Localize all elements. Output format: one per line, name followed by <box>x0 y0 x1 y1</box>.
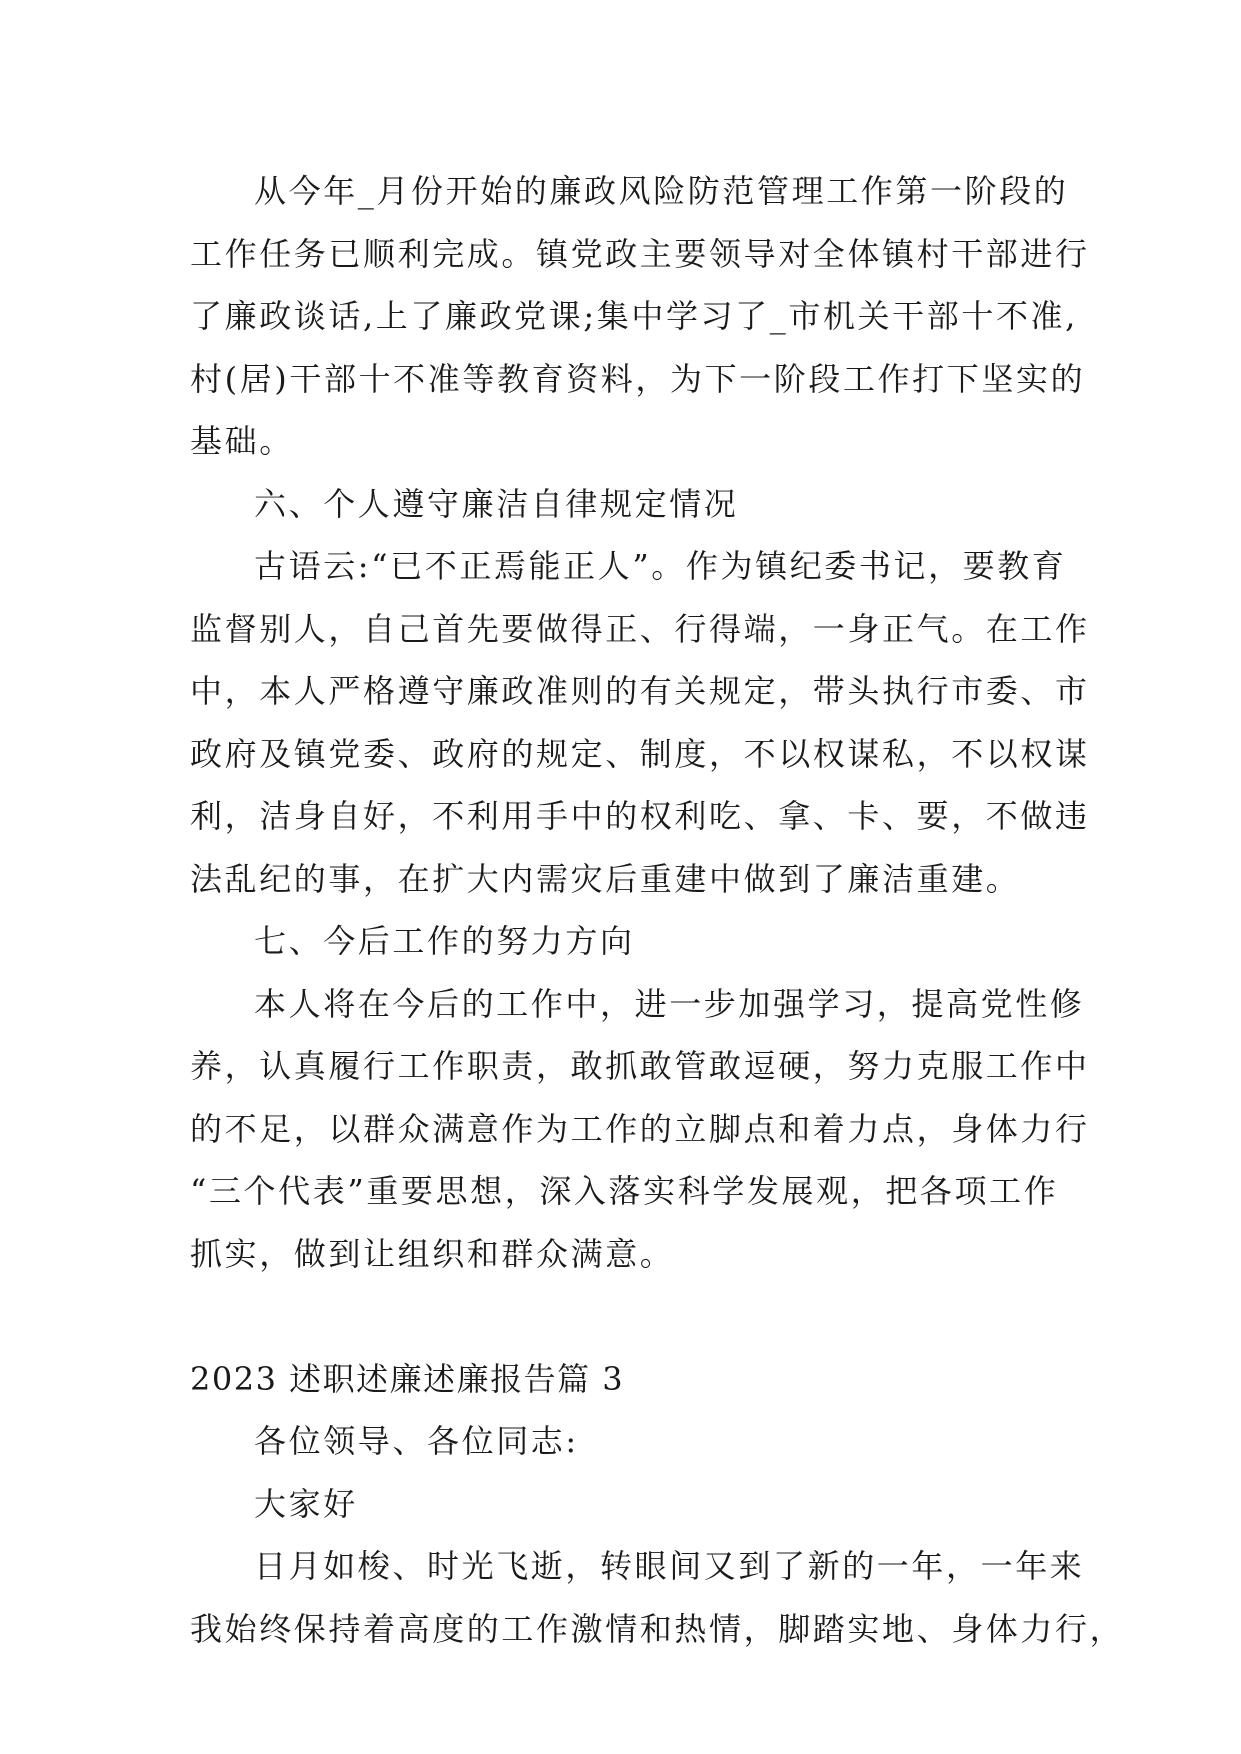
article-title: 2023 述职述廉述廉报告篇 3 <box>190 1359 625 1398</box>
paragraph-line: 日月如梭、时光飞逝，转眼间又到了新的一年，一年来 <box>254 1547 1085 1585</box>
salutation: 各位领导、各位同志: <box>254 1422 579 1460</box>
paragraph-line: 中，本人严格遵守廉政准则的有关规定，带头执行市委、市 <box>190 672 1090 710</box>
paragraph-line: 本人将在今后的工作中，进一步加强学习，提高党性修 <box>254 984 1085 1023</box>
paragraph-line: “三个代表”重要思想，深入落实科学发展观，把各项工作 <box>190 1172 1059 1210</box>
paragraph-line: 的不足，以群众满意作为工作的立脚点和着力点，身体力行 <box>190 1109 1090 1148</box>
paragraph-line: 利，洁身自好，不利用手中的权利吃、拿、卡、要，不做违 <box>190 797 1090 835</box>
paragraph-line: 监督别人，自己首先要做得正、行得端，一身正气。在工作 <box>190 609 1090 648</box>
paragraph-line: 养，认真履行工作职责，敢抓敢管敢逗硬，努力克服工作中 <box>190 1047 1090 1085</box>
paragraph-line: 从今年_月份开始的廉政风险防范管理工作第一阶段的 <box>254 172 1069 210</box>
paragraph-line: 法乱纪的事，在扩大内需灾后重建中做到了廉洁重建。 <box>190 859 1021 898</box>
paragraph-line: 基础。 <box>190 422 294 460</box>
paragraph-line: 古语云:“已不正焉能正人”。作为镇纪委书记，要教育 <box>254 547 1067 585</box>
paragraph-line: 政府及镇党委、政府的规定、制度，不以权谋私，不以权谋 <box>190 734 1090 773</box>
paragraph-line: 我始终保持着高度的工作激情和热情，脚踏实地、身体力行， <box>190 1609 1125 1648</box>
document-body <box>190 160 1125 1660</box>
paragraph-line: 抓实，做到让组织和群众满意。 <box>190 1234 675 1273</box>
paragraph-line: 了廉政谈话,上了廉政党课;集中学习了_市机关干部十不准, <box>190 297 1078 335</box>
paragraph-line: 工作任务已顺利完成。镇党政主要领导对全体镇村干部进行 <box>190 234 1090 273</box>
blank-line <box>190 1285 1050 1348</box>
paragraph-line: 村(居)干部十不准等教育资料，为下一阶段工作打下坚实的 <box>190 359 1086 398</box>
section-heading: 六、个人遵守廉洁自律规定情况 <box>254 484 739 523</box>
section-heading: 七、今后工作的努力方向 <box>254 922 635 960</box>
greeting: 大家好 <box>254 1484 358 1523</box>
